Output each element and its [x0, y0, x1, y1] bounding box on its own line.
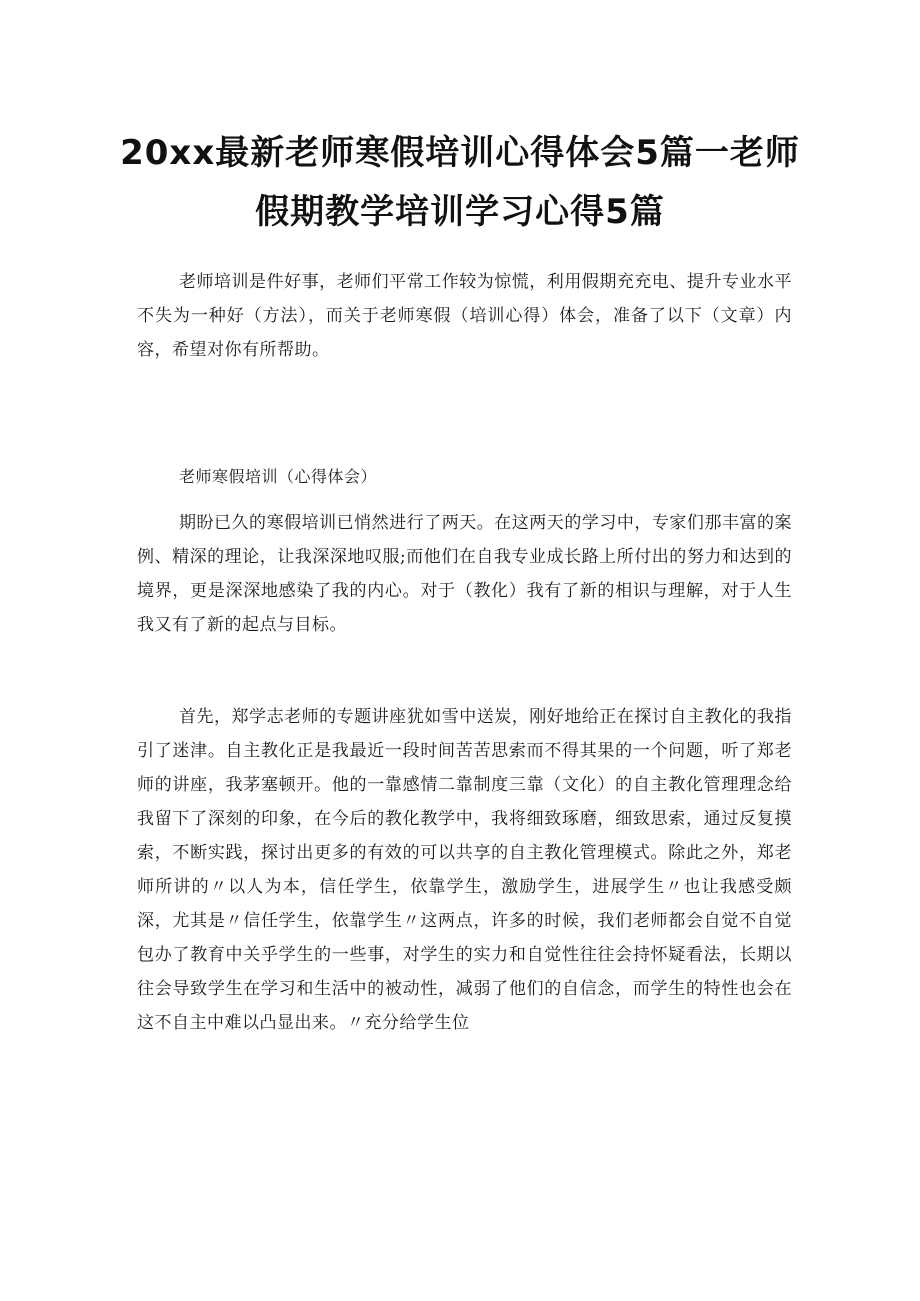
document-title-line-1: 20xx最新老师寒假培训心得体会5篇一老师	[120, 133, 800, 173]
intro-paragraph: 老师培训是件好事，老师们平常工作较为惊慌，利用假期充充电、提升专业水平不失为一种好（方法），而关于老师寒假（培训心得）体会，准备了以下（文章）内容，希望对你有所帮助。	[137, 272, 792, 360]
document-title-line-2: 假期教学培训学习心得5篇	[255, 192, 665, 232]
section-heading: 老师寒假培训（心得体会）	[179, 467, 378, 486]
body-paragraph-2: 首先，郑学志老师的专题讲座犹如雪中送炭，刚好地给正在探讨自主教化的我指引了迷津。自主教化正是我最近一段时间苦苦思索而不得其果的一个问题，听了郑老师的讲座，我茅塞顿开。他的一靠感情二靠制度三靠（文化）的自主教化管理理念给我留下了深刻的印象，在今后的教化教学中，我将细致琢磨，细致思索，通过反复摸索，不断实践，探讨出更多的有效的可以共享的自主教化管理模式。除此之外，郑老师所讲的〃以人为本，信任学生，依靠学生，激励学生，进展学生〃也让我感受颇深，尤其是〃信任学生，依靠学生〃这两点，许多的时候，我们老师都会自觉不自觉包办了教育中关乎学生的一些事，对学生的实力和自觉性往往会持怀疑看法，长期以往会导致学生在学习和生活中的被动性，减弱了他们的自信念，而学生的特性也会在这不自主中难以凸显出来。〃充分给学生位	[137, 707, 792, 1033]
body-paragraph-1: 期盼已久的寒假培训已悄然进行了两天。在这两天的学习中，专家们那丰富的案例、精深的理论，让我深深地叹服;而他们在自我专业成长路上所付出的努力和达到的境界，更是深深地感染了我的内心。对于（教化）我有了新的相识与理解，对于人生我又有了新的起点与目标。	[137, 513, 792, 635]
